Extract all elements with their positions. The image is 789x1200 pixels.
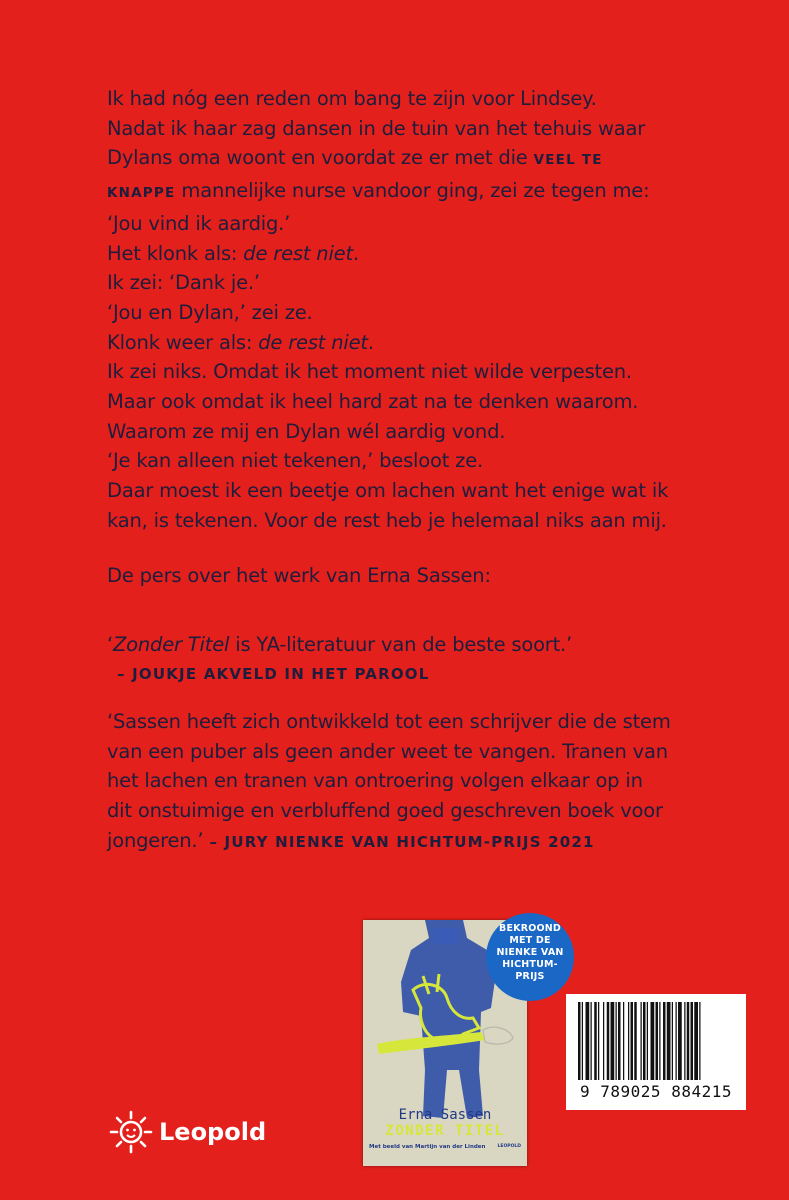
barcode-bar (578, 1002, 581, 1080)
cover-credit: Met beeld van Martijn van der Linden (369, 1144, 486, 1150)
barcode-bar (591, 1002, 592, 1080)
barcode-bar (641, 1002, 642, 1080)
cover-title: ZONDER TITEL (385, 1123, 505, 1139)
quote-line: van een puber als geen ander weet te vangen. Tranen van (107, 739, 668, 763)
excerpt-line: ‘Je kan alleen niet tekenen,’ besloot ze. (107, 449, 483, 473)
barcode-bar (687, 1002, 690, 1080)
press-intro: De pers over het werk van Erna Sassen: (107, 564, 491, 587)
barcode-bar (691, 1002, 694, 1080)
quote-line: dit onstuimige en verbluffend goed geschreven boek voor (107, 799, 663, 823)
excerpt-line (107, 239, 767, 269)
excerpt-line (107, 143, 767, 176)
excerpt-line: Maar ook omdat ik heel hard zat na te denken waarom. (107, 390, 639, 414)
excerpt-line: kan, is tekenen. Voor de rest heb je helemaal niks aan mij. (107, 508, 667, 532)
barcode-bar (651, 1002, 655, 1080)
lion-icon (109, 1110, 153, 1154)
barcode-bar (667, 1002, 671, 1080)
quote-source: – JOUKJE AKVELD IN HET PAROOL (117, 664, 430, 683)
barcode-bar (634, 1002, 637, 1080)
isbn-barcode (566, 994, 746, 1110)
barcode-bar (628, 1002, 629, 1080)
excerpt-line: Ik zei niks. Omdat ik het moment niet wilde verpesten. (107, 360, 632, 384)
barcode-bar (678, 1002, 682, 1080)
cover-author: Erna Sassen (398, 1107, 492, 1123)
excerpt-line (107, 176, 767, 209)
excerpt-line: ‘Jou vind ik aardig.’ (107, 211, 291, 235)
barcode-bar (611, 1002, 615, 1080)
barcode-bar (586, 1002, 590, 1080)
badge-line: PRIJS (515, 971, 545, 982)
barcode-bar (618, 1002, 621, 1080)
quote-source: – JURY NIENKE VAN HICHTUM-PRIJS 2021 (209, 832, 595, 851)
barcode-bar (582, 1002, 583, 1080)
quote-line: het lachen en tranen van ontroering volgen elkaar op in (107, 769, 643, 793)
publisher-wordmark: Leopold (159, 1118, 267, 1146)
press-quote-parool (107, 630, 767, 689)
quote-text: ‘ (107, 633, 113, 656)
barcode-bar (647, 1002, 648, 1080)
excerpt-line: ‘Jou en Dylan,’ zei ze. (107, 300, 313, 324)
badge-line: MET DE (509, 935, 551, 946)
cover-publisher: LEOPOLD (497, 1144, 521, 1149)
excerpt-text: Klonk weer als: (107, 330, 259, 354)
barcode-bar (672, 1002, 673, 1080)
quote-text: jongeren.’ (107, 828, 210, 852)
barcode-bar (656, 1002, 659, 1080)
badge-line: HICHTUM- (502, 959, 558, 970)
barcode-bar (631, 1002, 634, 1080)
quote-book-title: Zonder Titel (113, 633, 230, 656)
excerpt-line: Nadat ik haar zag dansen in de tuin van het tehuis waar (107, 116, 646, 140)
barcode-bar (694, 1002, 698, 1080)
barcode-bar (676, 1002, 677, 1080)
barcode-bar (623, 1002, 624, 1080)
excerpt-text: Dylans oma woont en voordat ze er met die (107, 146, 534, 170)
quote-line (107, 826, 767, 858)
excerpt-line: Ik zei: ‘Dank je.’ (107, 271, 260, 295)
barcode-bar (684, 1002, 685, 1080)
back-cover-excerpt (107, 84, 767, 536)
excerpt-line: Daar moest ik een beetje om lachen want het enige wat ik (107, 479, 669, 503)
barcode-bar (594, 1002, 597, 1080)
excerpt-small-caps: KNAPPE (107, 185, 176, 202)
barcode-bar (643, 1002, 646, 1080)
barcode-bar (616, 1002, 617, 1080)
barcode-bar (699, 1002, 700, 1080)
barcode-bar (598, 1002, 599, 1080)
badge-line: BEKROOND (499, 923, 561, 934)
quote-text: is YA-literatuur van de beste soort.’ (229, 633, 573, 656)
excerpt-italic: de rest niet (258, 330, 368, 354)
isbn-number: 9 789025 884215 (580, 1082, 732, 1101)
barcode-bar (603, 1002, 604, 1080)
award-badge (486, 913, 574, 1001)
excerpt-text: . (367, 330, 374, 354)
publisher-logo (109, 1110, 309, 1160)
excerpt-line: Waarom ze mij en Dylan wél aardig vond. (107, 419, 506, 443)
excerpt-line: Ik had nóg een reden om bang te zijn voor Lindsey. (107, 87, 597, 110)
barcode-bar (607, 1002, 610, 1080)
quote-line (107, 630, 767, 660)
badge-line: NIENKE VAN (496, 947, 564, 958)
quote-line: ‘Sassen heeft zich ontwikkeld tot een schrijver die de stem (107, 710, 671, 733)
barcode-bar (663, 1002, 666, 1080)
excerpt-text: mannelijke nurse vandoor ging, zei ze tegen me: (175, 179, 650, 203)
excerpt-text: Het klonk als: (107, 241, 244, 265)
excerpt-small-caps: VEEL TE (533, 152, 603, 169)
excerpt-text: . (352, 241, 359, 265)
excerpt-italic: de rest niet (243, 241, 353, 265)
barcode-bar (659, 1002, 660, 1080)
excerpt-line (107, 328, 767, 358)
press-quote-jury (107, 707, 767, 858)
